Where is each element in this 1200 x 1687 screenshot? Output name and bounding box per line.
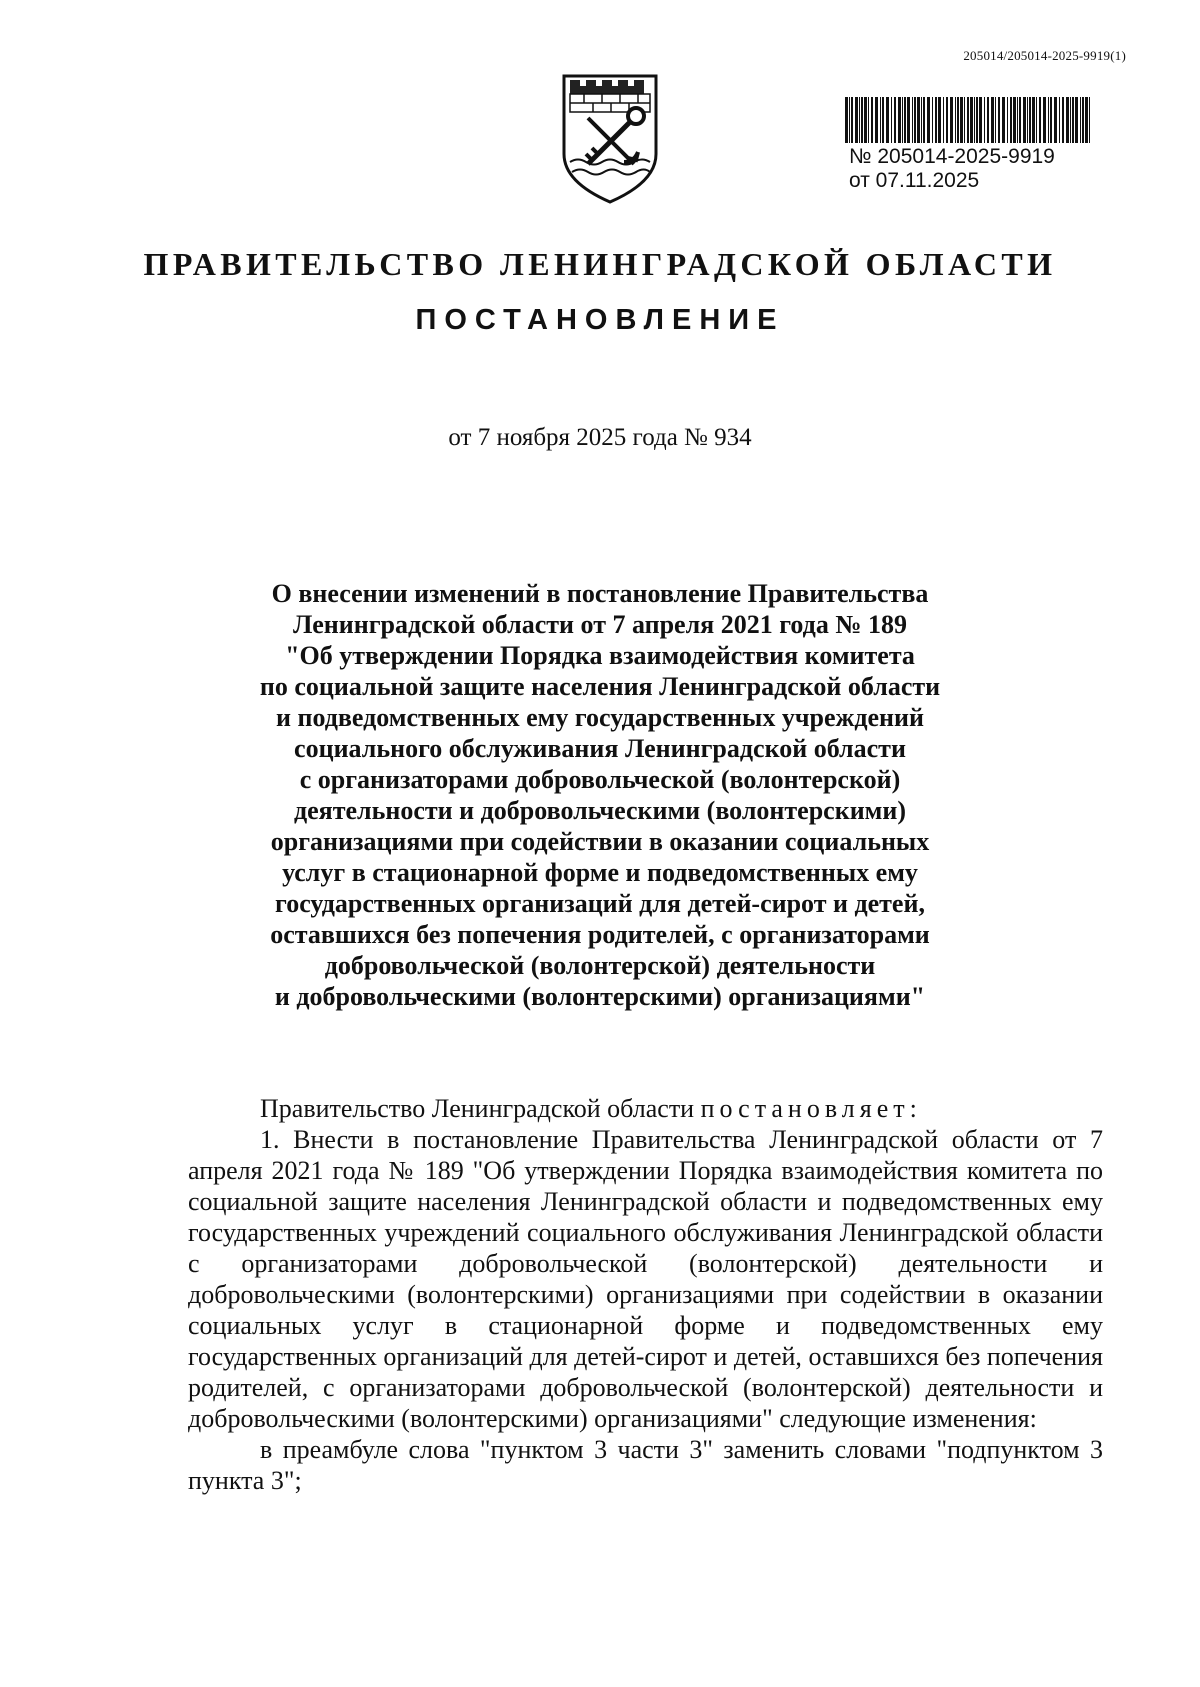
subject-line: и подведомственных ему государственных учреждений — [275, 703, 924, 732]
preamble-lead: Правительство Ленинградской области — [260, 1094, 701, 1123]
registration-number: № 205014-2025-9919 — [849, 145, 1055, 168]
subject-line: с организаторами добровольческой (волонтерской) — [299, 765, 901, 794]
paragraph-2: в преамбуле слова "пунктом 3 части 3" заменить словами "подпунктом 3 пункта 3"; — [188, 1435, 1103, 1495]
document-date-number: от 7 ноября 2025 года № 934 — [448, 424, 752, 451]
subject-line: государственных организаций для детей-сирот и детей, — [275, 889, 925, 918]
preamble-paragraph — [188, 1093, 1103, 1124]
document-body — [188, 1093, 1103, 1496]
subject-line: "Об утверждении Порядка взаимодействия комитета — [285, 641, 915, 670]
paragraph-1: 1. Внести в постановление Правительства Ленинградской области от 7 апреля 2021 года № 189 "Об утверждении Порядка взаимодействия комитета по социальной защите населения Ленинградской области и подведомственных ему государственных учреждений социального обслуживания Ленинградской области с организаторами добровольческой (волонтерской) деятельности и добровольческими (волонтерскими) организациями при содействии в оказании социальных услуг в стационарной форме и подведомственных ему государственных организаций для детей-сирот и детей, оставшихся без попечения родителей, с организаторами добровольческой (волонтерской) деятельности и добровольческими (волонтерскими) организациями" следующие изменения: — [188, 1125, 1103, 1433]
subject-line: добровольческой (волонтерской) деятельности — [324, 951, 876, 980]
document-reference-code: 205014/205014-2025-9919(1) — [963, 48, 1126, 63]
registration-stamp — [845, 97, 1105, 193]
subject-line: услуг в стационарной форме и подведомственных ему — [282, 858, 918, 887]
subject-line: Ленинградской области от 7 апреля 2021 года № 189 — [293, 610, 907, 639]
barcode — [845, 97, 1095, 143]
coat-of-arms-icon — [558, 70, 662, 204]
document-kind: ПОСТАНОВЛЕНИЕ — [415, 304, 785, 336]
subject-line: организациями при содействии в оказании социальных — [270, 827, 930, 856]
registration-date: от 07.11.2025 — [849, 169, 980, 192]
subject-line: и добровольческими (волонтерскими) организациями" — [274, 982, 926, 1011]
subject-line: О внесении изменений в постановление Правительства — [271, 579, 929, 608]
subject-line: социального обслуживания Ленинградской области — [294, 734, 906, 763]
government-title: ПРАВИТЕЛЬСТВО ЛЕНИНГРАДСКОЙ ОБЛАСТИ — [143, 246, 1057, 282]
preamble-verb: постановляет: — [700, 1094, 922, 1123]
subject-line: оставшихся без попечения родителей, с организаторами — [270, 920, 930, 949]
document-subject — [150, 578, 1050, 1012]
subject-line: по социальной защите населения Ленинградской области — [259, 672, 941, 701]
subject-line: деятельности и добровольческими (волонтерскими) — [293, 796, 907, 825]
